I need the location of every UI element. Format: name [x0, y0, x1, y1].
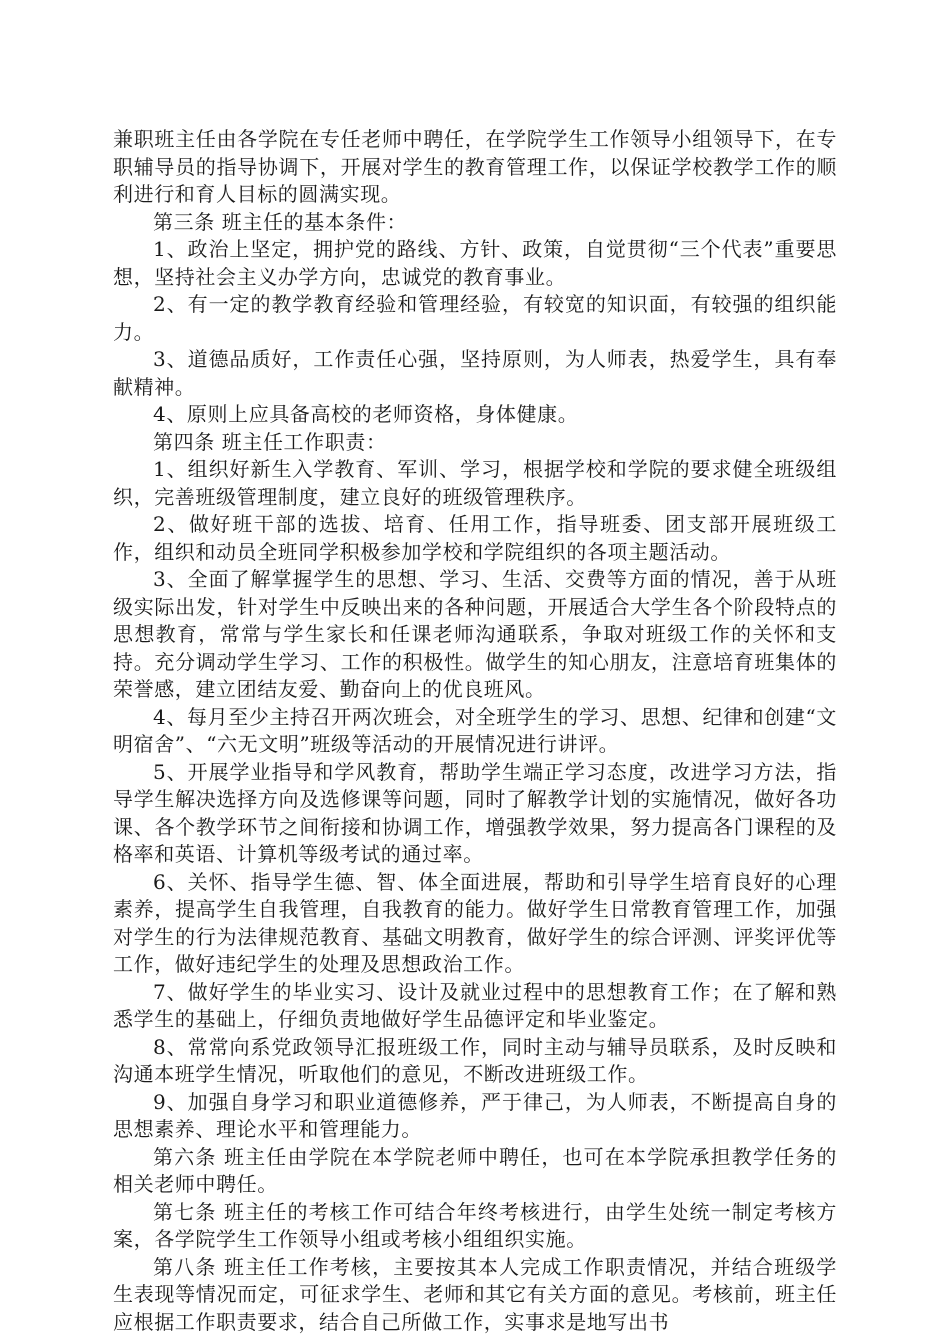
article-4-item-5: 5、开展学业指导和学风教育，帮助学生端正学习态度，改进学习方法，指导学生解决选择方向及选修课等问题，同时了解教学计划的实施情况，做好各功课、各个教学环节之间衔接和协调工作，增强教学效果，努力提高各门课程的及格率和英语、计算机等级考试的通过率。 [113, 759, 837, 866]
article-7: 第七条 班主任的考核工作可结合年终考核进行，由学生处统一制定考核方案，各学院学生工作领导小组或考核小组组织实施。 [113, 1199, 837, 1251]
article-4-item-6: 6、关怀、指导学生德、智、体全面进展，帮助和引导学生培育良好的心理素养，提高学生自我管理，自我教育的能力。做好学生日常教育管理工作，加强对学生的行为法律规范教育、基础文明教育，做好学生的综合评测、评奖评优等工作，做好违纪学生的处理及思想政治工作。 [113, 869, 837, 976]
article-4-item-2: 2、做好班干部的选拔、培育、任用工作，指导班委、团支部开展班级工作，组织和动员全班同学积极参加学校和学院组织的各项主题活动。 [113, 512, 837, 564]
article-3-item-4: 4、原则上应具备高校的老师资格，身体健康。 [153, 402, 579, 426]
article-6: 第六条 班主任由学院在本学院老师中聘任，也可在本学院承担教学任务的相关老师中聘任。 [113, 1144, 837, 1196]
article-4-item-1: 1、组织好新生入学教育、军训、学习，根据学校和学院的要求健全班级组织，完善班级管理制度，建立良好的班级管理秩序。 [113, 457, 837, 509]
document-body [113, 126, 837, 1336]
article-3-item-1: 1、政治上坚定，拥护党的路线、方针、政策，自觉贯彻“三个代表”重要思想，坚持社会主义办学方向，忠诚党的教育事业。 [113, 237, 837, 289]
article-4-item-7: 7、做好学生的毕业实习、设计及就业过程中的思想教育工作；在了解和熟悉学生的基础上，仔细负责地做好学生品德评定和毕业鉴定。 [113, 979, 837, 1031]
article-4-item-9: 9、加强自身学习和职业道德修养，严于律己，为人师表，不断提高自身的思想素养、理论水平和管理能力。 [113, 1089, 837, 1141]
article-4-item-4: 4、每月至少主持召开两次班会，对全班学生的学习、思想、纪律和创建“文明宿舍”、“六无文明”班级等活动的开展情况进行讲评。 [113, 704, 837, 756]
article-3-item-2: 2、有一定的教学教育经验和管理经验，有较宽的知识面，有较强的组织能力。 [113, 292, 837, 344]
paragraph-intro: 兼职班主任由各学院在专任老师中聘任，在学院学生工作领导小组领导下，在专职辅导员的指导协调下，开展对学生的教育管理工作，以保证学校教学工作的顺利进行和育人目标的圆满实现。 [113, 127, 837, 206]
article-3-item-3: 3、道德品质好，工作责任心强，坚持原则，为人师表，热爱学生，具有奉献精神。 [113, 347, 837, 399]
article-4-heading: 第四条 班主任工作职责： [153, 429, 387, 454]
article-3-heading: 第三条 班主任的基本条件： [153, 209, 408, 234]
article-8: 第八条 班主任工作考核，主要按其本人完成工作职责情况，并结合班级学生表现等情况而定，可征求学生、老师和其它有关方面的意见。考核前，班主任应根据工作职责要求，结合自己所做工作，实事求是地写出书 [113, 1254, 837, 1334]
article-4-item-8: 8、常常向系党政领导汇报班级工作，同时主动与辅导员联系，及时反映和沟通本班学生情况，听取他们的意见，不断改进班级工作。 [113, 1034, 837, 1086]
article-4-item-3: 3、全面了解掌握学生的思想、学习、生活、交费等方面的情况，善于从班级实际出发，针对学生中反映出来的各种问题，开展适合大学生各个阶段特点的思想教育，常常与学生家长和任课老师沟通联系，争取对班级工作的关怀和支持。充分调动学生学习、工作的积极性。做学生的知心朋友，注意培育班集体的荣誉感，建立团结友爱、勤奋向上的优良班风。 [113, 567, 837, 701]
